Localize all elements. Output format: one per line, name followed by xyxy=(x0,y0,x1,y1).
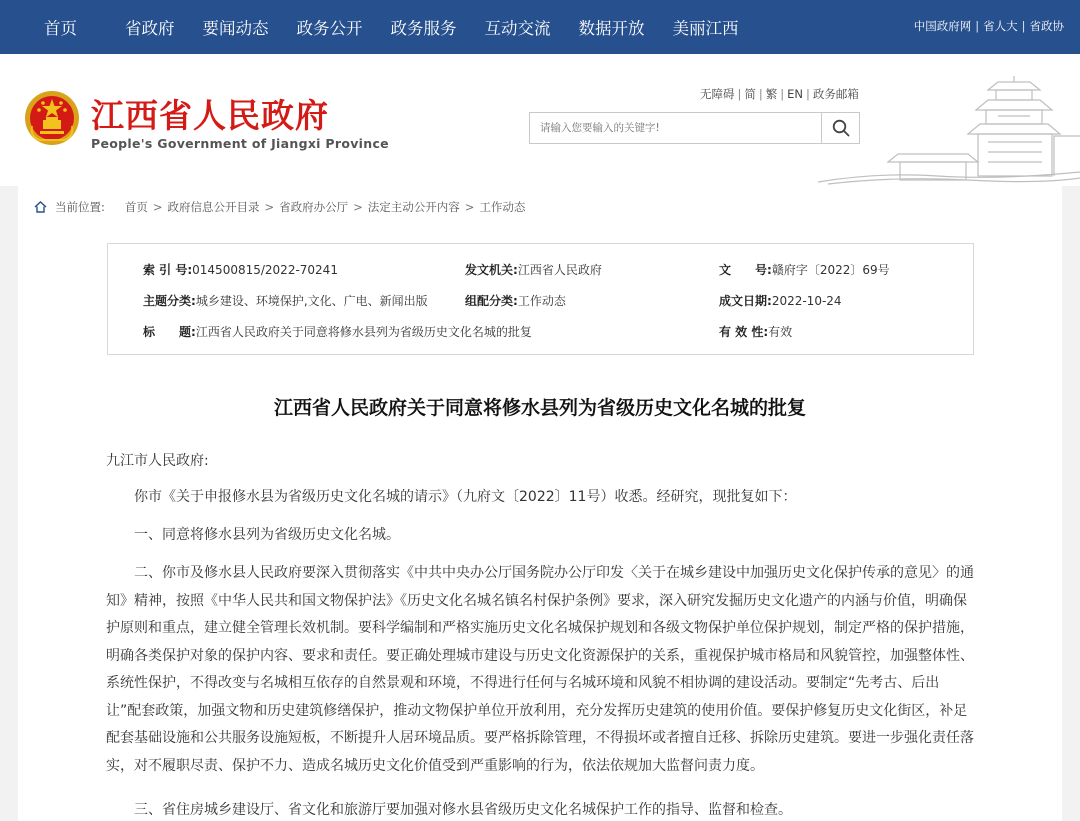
breadcrumb-separator: > xyxy=(152,200,163,214)
search-input[interactable] xyxy=(530,113,821,143)
breadcrumb-separator: > xyxy=(353,200,363,214)
meta-topic-value: 城乡建设、环境保护,文化、广电、新闻出版 xyxy=(195,294,428,308)
top-right-links xyxy=(914,18,1064,34)
meta-title xyxy=(143,323,532,340)
meta-issuer-label: 发文机关: xyxy=(465,263,518,277)
nav-item-beautiful-jiangxi[interactable]: 美丽江西 xyxy=(672,19,739,38)
meta-date-label: 成文日期: xyxy=(719,294,772,308)
main-nav xyxy=(44,0,767,54)
separator: | xyxy=(758,87,763,101)
separator: | xyxy=(737,87,742,101)
national-emblem-icon xyxy=(24,90,80,146)
separator: | xyxy=(806,87,810,101)
meta-docno-label: 文 号: xyxy=(719,263,772,277)
link-traditional[interactable]: 繁 xyxy=(765,87,778,101)
link-provincial-cppcc[interactable]: 省政协 xyxy=(1029,19,1064,33)
nav-item-news[interactable]: 要闻动态 xyxy=(202,19,269,38)
search-box xyxy=(529,112,860,144)
nav-item-gov-affairs-open[interactable]: 政务公开 xyxy=(296,19,363,38)
meta-date xyxy=(719,292,842,309)
article-paragraph: 一、同意将修水县列为省级历史文化名城。 xyxy=(134,527,400,543)
meta-topic-label: 主题分类: xyxy=(143,294,196,308)
pagoda-illustration xyxy=(818,76,1080,186)
article-paragraph: 你市《关于申报修水县为省级历史文化名城的请示》（九府文〔2022〕11号）收悉。经研究，现批复如下： xyxy=(134,489,797,505)
meta-validity xyxy=(719,323,792,340)
link-provincial-npc[interactable]: 省人大 xyxy=(983,19,1018,33)
link-gov-mailbox[interactable]: 政务邮箱 xyxy=(812,87,859,101)
nav-item-provincial-gov[interactable]: 省政府 xyxy=(125,19,175,38)
link-china-gov[interactable]: 中国政府网 xyxy=(913,19,972,33)
link-english[interactable]: EN xyxy=(787,87,803,101)
article-salutation: 九江市人民政府: xyxy=(106,453,209,469)
breadcrumb-separator: > xyxy=(464,200,475,214)
meta-index-label: 索 引 号: xyxy=(143,263,193,277)
breadcrumb-separator: > xyxy=(264,200,275,214)
breadcrumb-work-news[interactable]: 工作动态 xyxy=(479,200,526,214)
nav-item-open-data[interactable]: 数据开放 xyxy=(578,19,645,38)
top-nav-bar xyxy=(0,0,1080,54)
nav-item-gov-services[interactable]: 政务服务 xyxy=(390,19,457,38)
link-accessibility[interactable]: 无障碍 xyxy=(700,87,735,101)
nav-item-home[interactable]: 首页 xyxy=(44,19,77,38)
article-title: 江西省人民政府关于同意将修水县列为省级历史文化名城的批复 xyxy=(273,397,806,419)
separator: | xyxy=(1021,19,1026,33)
site-header xyxy=(0,54,1080,186)
link-simplified[interactable]: 简 xyxy=(744,87,756,101)
meta-category xyxy=(465,292,566,309)
meta-issuer-value: 江西省人民政府 xyxy=(517,263,602,277)
meta-docno-value: 赣府字〔2022〕69号 xyxy=(771,263,890,277)
breadcrumb-gov-info-catalog[interactable]: 政府信息公开目录 xyxy=(167,200,260,214)
meta-topic xyxy=(143,292,428,309)
breadcrumb xyxy=(34,199,525,215)
meta-title-label: 标 题: xyxy=(143,325,196,339)
breadcrumb-statutory-content[interactable]: 法定主动公开内容 xyxy=(367,200,460,214)
document-metadata-box xyxy=(107,243,974,355)
meta-validity-label: 有 效 性: xyxy=(719,325,769,339)
separator: | xyxy=(780,87,785,101)
meta-validity-value: 有效 xyxy=(768,325,793,339)
home-icon xyxy=(34,201,47,213)
site-title[interactable]: 江西省人民政府 xyxy=(91,96,329,135)
meta-category-label: 组配分类: xyxy=(465,294,518,308)
nav-item-interaction[interactable]: 互动交流 xyxy=(484,19,551,38)
article-paragraph: 三、省住房城乡建设厅、省文化和旅游厅要加强对修水县省级历史文化名城保护工作的指导、监督和检查。 xyxy=(134,802,792,818)
article-paragraph: 二、你市及修水县人民政府要深入贯彻落实《中共中央办公厅国务院办公厅印发〈关于在城乡建设中加强历史文化保护传承的意见〉的通知》精神，按照《中华人民共和国文物保护法》《历史文化名城名镇名村保护条例》要求，深入研究发掘历史文化遗产的内涵与价值，明确保护原则和重点，建立健全管理长效机制。要科学编制和严格实施历史文化名城保护规划和各级文物保护单位保护规划，制定严格的保护措施，明确各类保护对象的保护内容、要求和责任。要正确处理城市建设与历史文化资源保护的关系，重视保护城市格局和风貌管控，加强整体性、系统性保护，不得改变与名城相互依存的自然景观和环境，不得进行任何与名城环境和风貌不相协调的建设活动。要制定“先考古、后出让”配套政策，加强文物和历史建筑修缮保护，推动文物保护单位开放利用，充分发挥历史建筑的使用价值。要保护修复历史文化街区，补足配套基础设施和公共服务设施短板，不断提升人居环境品质。要严格拆除管理，不得损坏或者擅自迁移、拆除历史建筑。要进一步强化责任落实，对不履职尽责、保护不力、造成名城历史文化价值受到严重影响的行为，依法依规加大监督问责力度。 xyxy=(106,565,974,774)
breadcrumb-general-office[interactable]: 省政府办公厅 xyxy=(279,200,349,214)
meta-date-value: 2022-10-24 xyxy=(771,294,842,308)
meta-title-value: 江西省人民政府关于同意将修水县列为省级历史文化名城的批复 xyxy=(195,325,532,339)
separator: | xyxy=(975,19,980,33)
meta-index xyxy=(143,261,338,278)
site-subtitle: People's Government of Jiangxi Province xyxy=(91,136,389,151)
meta-issuer xyxy=(465,261,602,278)
meta-category-value: 工作动态 xyxy=(517,294,566,308)
breadcrumb-home[interactable]: 首页 xyxy=(124,200,148,214)
breadcrumb-label: 当前位置: xyxy=(55,200,105,214)
meta-index-value: 014500815/2022-70241 xyxy=(192,263,338,277)
meta-docno xyxy=(719,261,890,278)
